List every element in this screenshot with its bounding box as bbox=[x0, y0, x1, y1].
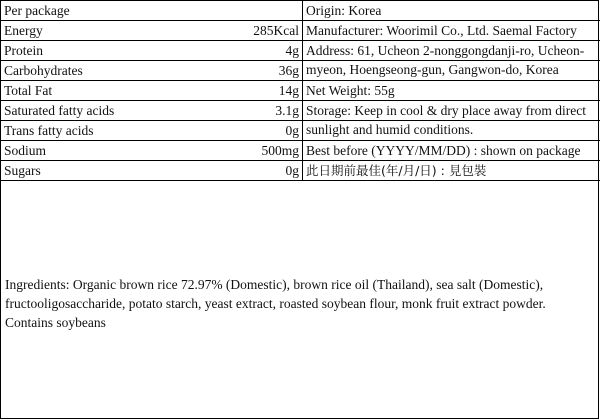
nutrient-label: Saturated fatty acids bbox=[4, 103, 115, 118]
table-row bbox=[1, 21, 600, 41]
origin-text: Origin: Korea bbox=[306, 3, 382, 18]
nutrient-label: Sugars bbox=[4, 163, 41, 178]
manufacturer-text: Manufacturer: Woorimil Co., Ltd. Saemal Factory bbox=[306, 23, 577, 38]
expiry-cn-text: 此日期前最佳(年/月/日) : 見包裝 bbox=[306, 163, 487, 178]
nutrient-value: 285Kcal bbox=[201, 21, 303, 41]
nutrient-label: Trans fatty acids bbox=[4, 123, 94, 138]
nutrient-value: 4g bbox=[201, 41, 303, 61]
net-weight-text: Net Weight: 55g bbox=[306, 83, 395, 98]
nutrient-label: Energy bbox=[4, 23, 43, 38]
nutrient-label: Total Fat bbox=[4, 83, 53, 98]
storage-text: Storage: Keep in cool & dry place away from direct sunlight and humid conditions. bbox=[306, 103, 587, 137]
address-text: Address: 61, Ucheon 2-nonggongdanji-ro, Ucheon-myeon, Hoengseong-gun, Gangwon-do, Korea bbox=[306, 43, 585, 77]
nutrient-value: 3.1g bbox=[201, 101, 303, 121]
header-row bbox=[1, 1, 600, 21]
per-package-label: Per package bbox=[1, 1, 303, 21]
nutrient-value: 500mg bbox=[201, 141, 303, 161]
nutrient-value: 36g bbox=[201, 61, 303, 81]
nutrient-value: 0g bbox=[201, 161, 303, 181]
table-row bbox=[1, 161, 600, 181]
ingredients-text: Ingredients: Organic brown rice 72.97% (Domestic), brown rice oil (Thailand), sea salt (Domestic), fructooligosaccharide, potato starch, yeast extract, roasted soybean flour, monk fruit extract powder. Contains soybeans bbox=[5, 277, 546, 330]
table-row bbox=[1, 81, 600, 101]
nutrient-label: Carbohydrates bbox=[4, 63, 83, 78]
best-before-text: Best before (YYYY/MM/DD) : shown on package bbox=[306, 143, 581, 158]
nutrient-value: 14g bbox=[201, 81, 303, 101]
table-row bbox=[1, 141, 600, 161]
nutrient-value: 0g bbox=[201, 121, 303, 141]
nutrient-label: Protein bbox=[4, 43, 43, 58]
nutrient-label: Sodium bbox=[4, 143, 47, 158]
